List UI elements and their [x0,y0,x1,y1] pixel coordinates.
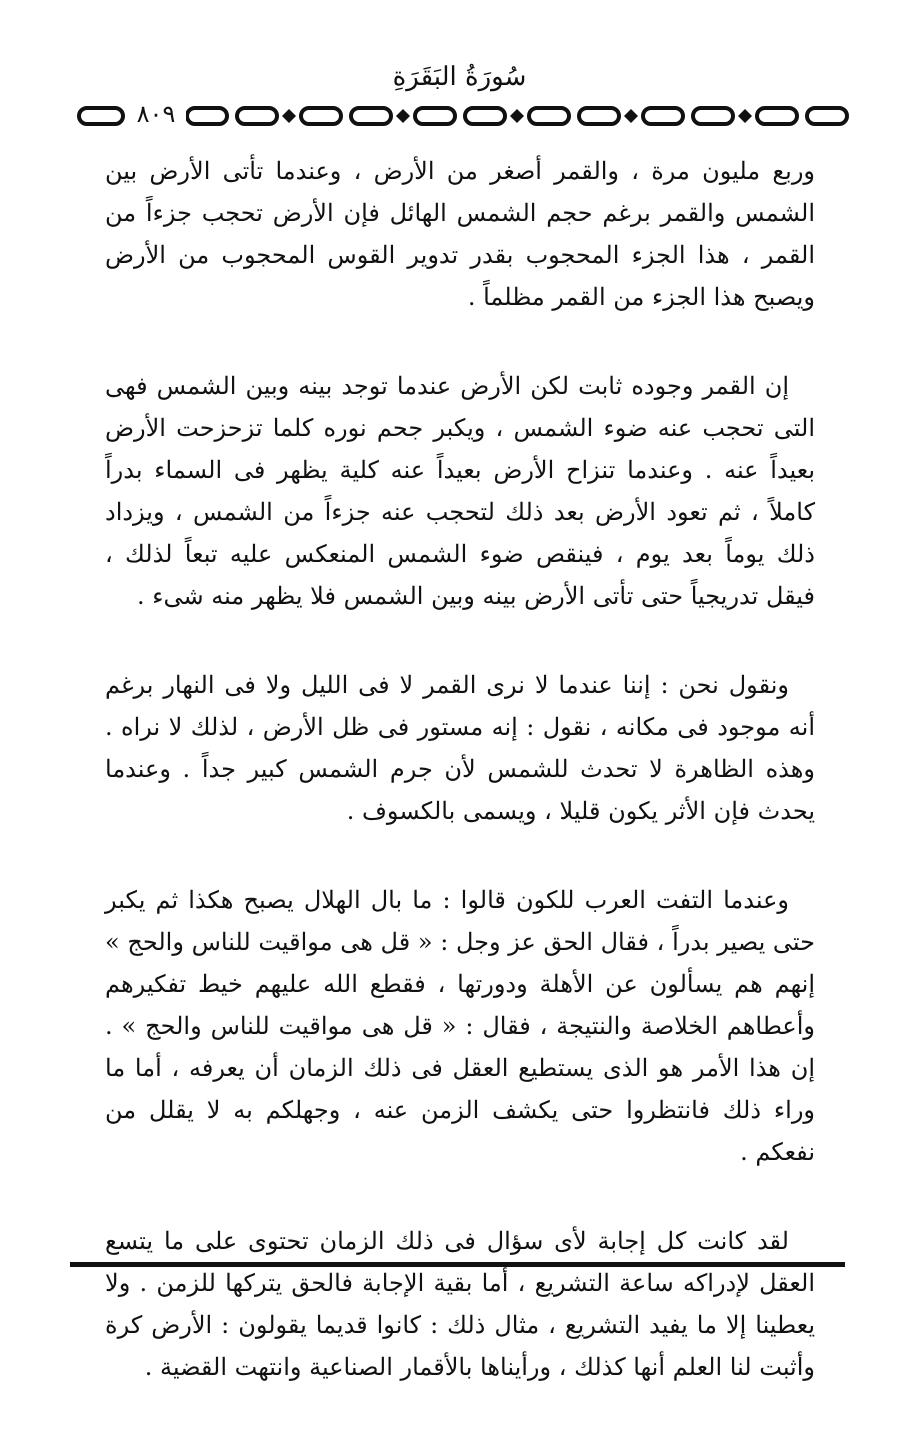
paragraph-3: ونقول نحن : إننا عندما لا نرى القمر لا فى الليل ولا فى النهار برغم أنه موجود فى مكانه ، نقول : إنه مستور فى ظل الأرض ، لذلك لا نراه . وهذه الظاهرة لا تحدث للشمس لأن جرم الشمس كبير جداً . وعندما يحدث فإن الأثر يكون قليلا ، ويسمى بالكسوف . [105,671,815,825]
footer-rule [70,1262,845,1267]
chain-ornament [75,98,850,134]
paragraph-1: وربع مليون مرة ، والقمر أصغر من الأرض ، وعندما تأتى الأرض بين الشمس والقمر برغم حجم الشمس الهائل فإن الأرض تحجب جزءاً من القمر ، هذا الجزء المحجوب بقدر تدوير القوس المحجوب من الأرض ويصبح هذا الجزء من القمر مظلماً . [105,157,815,311]
paragraph-5: لقد كانت كل إجابة لأى سؤال فى ذلك الزمان تحتوى على ما يتسع العقل لإدراكه ساعة التشريع ، أما بقية الإجابة فالحق يتركها للزمن . ولا يعطينا إلا ما يفيد التشريع ، مثال ذلك : كانوا قديما يقولون : الأرض كرة وأثبت لنا العلم أنها كذلك ، ورأيناها بالأقمار الصناعية وانتهت القضية . [105,1227,815,1381]
paragraph-2: إن القمر وجوده ثابت لكن الأرض عندما توجد بينه وبين الشمس فهى التى تحجب عنه ضوء الشمس ، ويكبر جحم نوره كلما تزحزحت الأرض بعيداً عنه . وعندما تنزاح الأرض بعيداً عنه كلية يظهر فى السماء بدراً كاملاً ، ثم تعود الأرض بعد ذلك لتحجب عنه جزءاً من الشمس ، ويزداد ذلك يوماً بعد يوم ، فينقص ضوء الشمس المنعكس عليه تبعاً لذلك ، فيقل تدريجياً حتى تأتى الأرض بينه وبين الشمس فلا يظهر منه شىء . [105,372,815,610]
body-text [105,150,815,1435]
header-ornament-band [75,98,850,134]
surah-title: سُورَةُ البَقَرَةِ [392,62,527,92]
page-number: ٨٠٩ [126,97,186,131]
paragraph-4: وعندما التفت العرب للكون قالوا : ما بال الهلال يصبح هكذا ثم يكبر حتى يصير بدراً ، فقال الحق عز وجل : « قل هى مواقيت للناس والحج » إنهم هم يسألون عن الأهلة ودورتها ، فقطع الله عليهم خيط تفكيرهم وأعطاهم الخلاصة والنتيجة ، فقال : « قل هى مواقيت للناس والحج » . إن هذا الأمر هو الذى يستطيع العقل فى ذلك الزمان أن يعرفه ، أما ما وراء ذلك فانتظروا حتى يكشف الزمن عنه ، وجهلكم به لا يقلل من نفعكم . [105,886,815,1166]
